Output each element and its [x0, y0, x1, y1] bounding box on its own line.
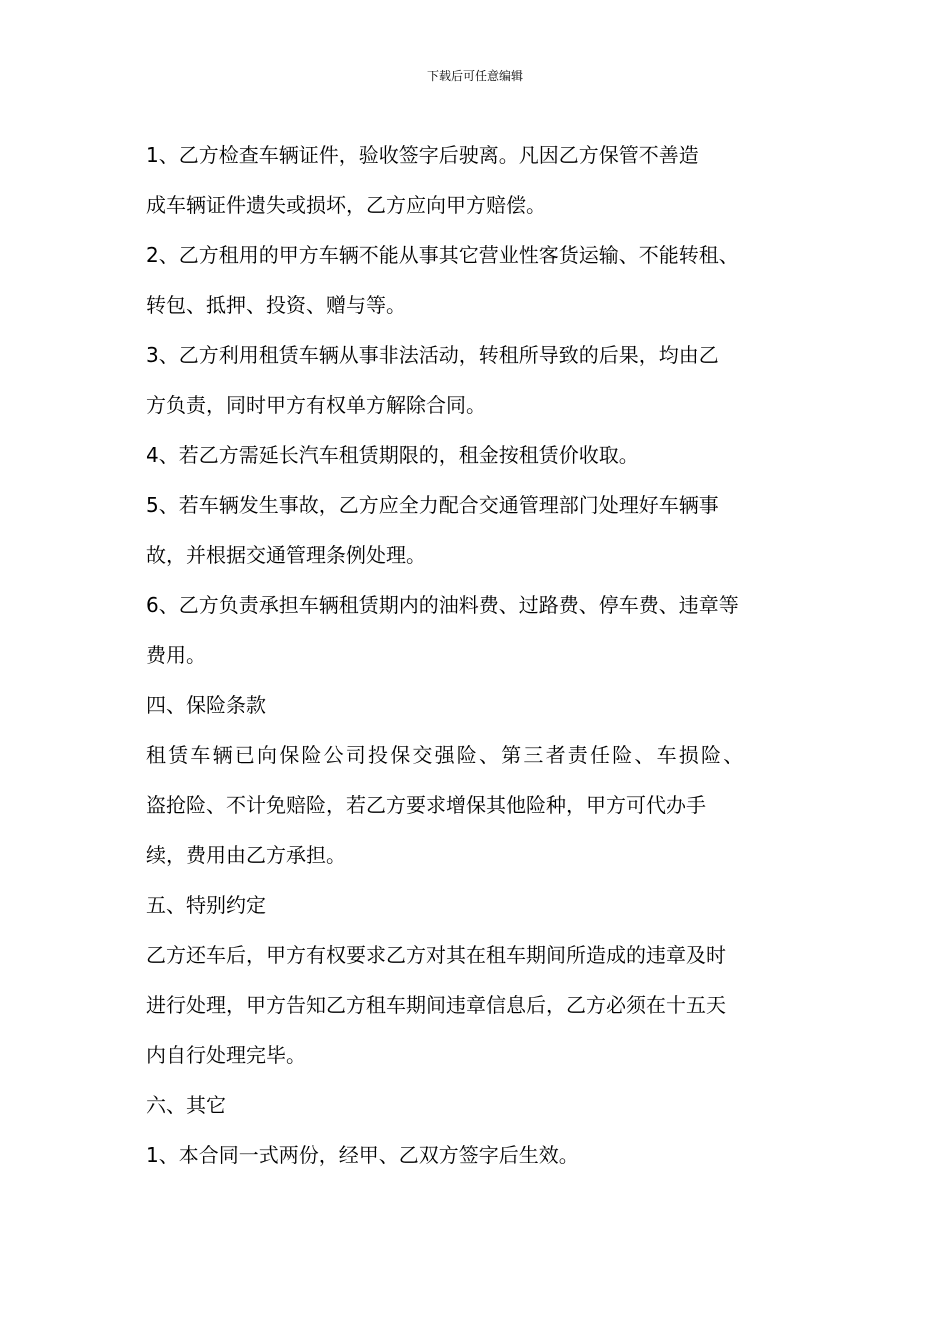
clause-1-line-1: 1、乙方检查车辆证件，验收签字后驶离。凡因乙方保管不善造 [146, 143, 699, 167]
document-body [146, 130, 826, 1180]
clause-2-line-1: 2、乙方租用的甲方车辆不能从事其它营业性客货运输、不能转租、 [146, 243, 739, 267]
clause-6-line-2: 费用。 [146, 643, 206, 667]
special-agreement-line-2: 进行处理，甲方告知乙方租车期间违章信息后，乙方必须在十五天 [146, 993, 726, 1017]
clause-6-line-1: 6、乙方负责承担车辆租赁期内的油料费、过路费、停车费、违章等 [146, 593, 739, 617]
clause-5-line-2: 故，并根据交通管理条例处理。 [146, 543, 426, 567]
section-heading-insurance: 四、保险条款 [146, 693, 266, 717]
clause-1-line-2: 成车辆证件遗失或损坏，乙方应向甲方赔偿。 [146, 193, 546, 217]
insurance-text-line-1: 租赁车辆已向保险公司投保交强险、第三者责任险、车损险、 [146, 743, 746, 767]
special-agreement-line-1: 乙方还车后，甲方有权要求乙方对其在租车期间所造成的违章及时 [146, 943, 726, 967]
clause-3-line-1: 3、乙方利用租赁车辆从事非法活动，转租所导致的后果，均由乙 [146, 343, 719, 367]
special-agreement-line-3: 内自行处理完毕。 [146, 1043, 306, 1067]
insurance-text-line-2: 盗抢险、不计免赔险，若乙方要求增保其他险种，甲方可代办手 [146, 793, 706, 817]
clause-2-line-2: 转包、抵押、投资、赠与等。 [146, 293, 406, 317]
section-heading-other: 六、其它 [146, 1093, 226, 1117]
insurance-text-line-3: 续，费用由乙方承担。 [146, 843, 346, 867]
clause-5-line-1: 5、若车辆发生事故，乙方应全力配合交通管理部门处理好车辆事 [146, 493, 719, 517]
section-heading-special-agreement: 五、特别约定 [146, 893, 266, 917]
other-clause-1-line-1: 1、本合同一式两份，经甲、乙双方签字后生效。 [146, 1143, 579, 1167]
clause-3-line-2: 方负责，同时甲方有权单方解除合同。 [146, 393, 486, 417]
page-header-note: 下载后可任意编辑 [426, 69, 523, 83]
clause-4-line-1: 4、若乙方需延长汽车租赁期限的，租金按租赁价收取。 [146, 443, 639, 467]
